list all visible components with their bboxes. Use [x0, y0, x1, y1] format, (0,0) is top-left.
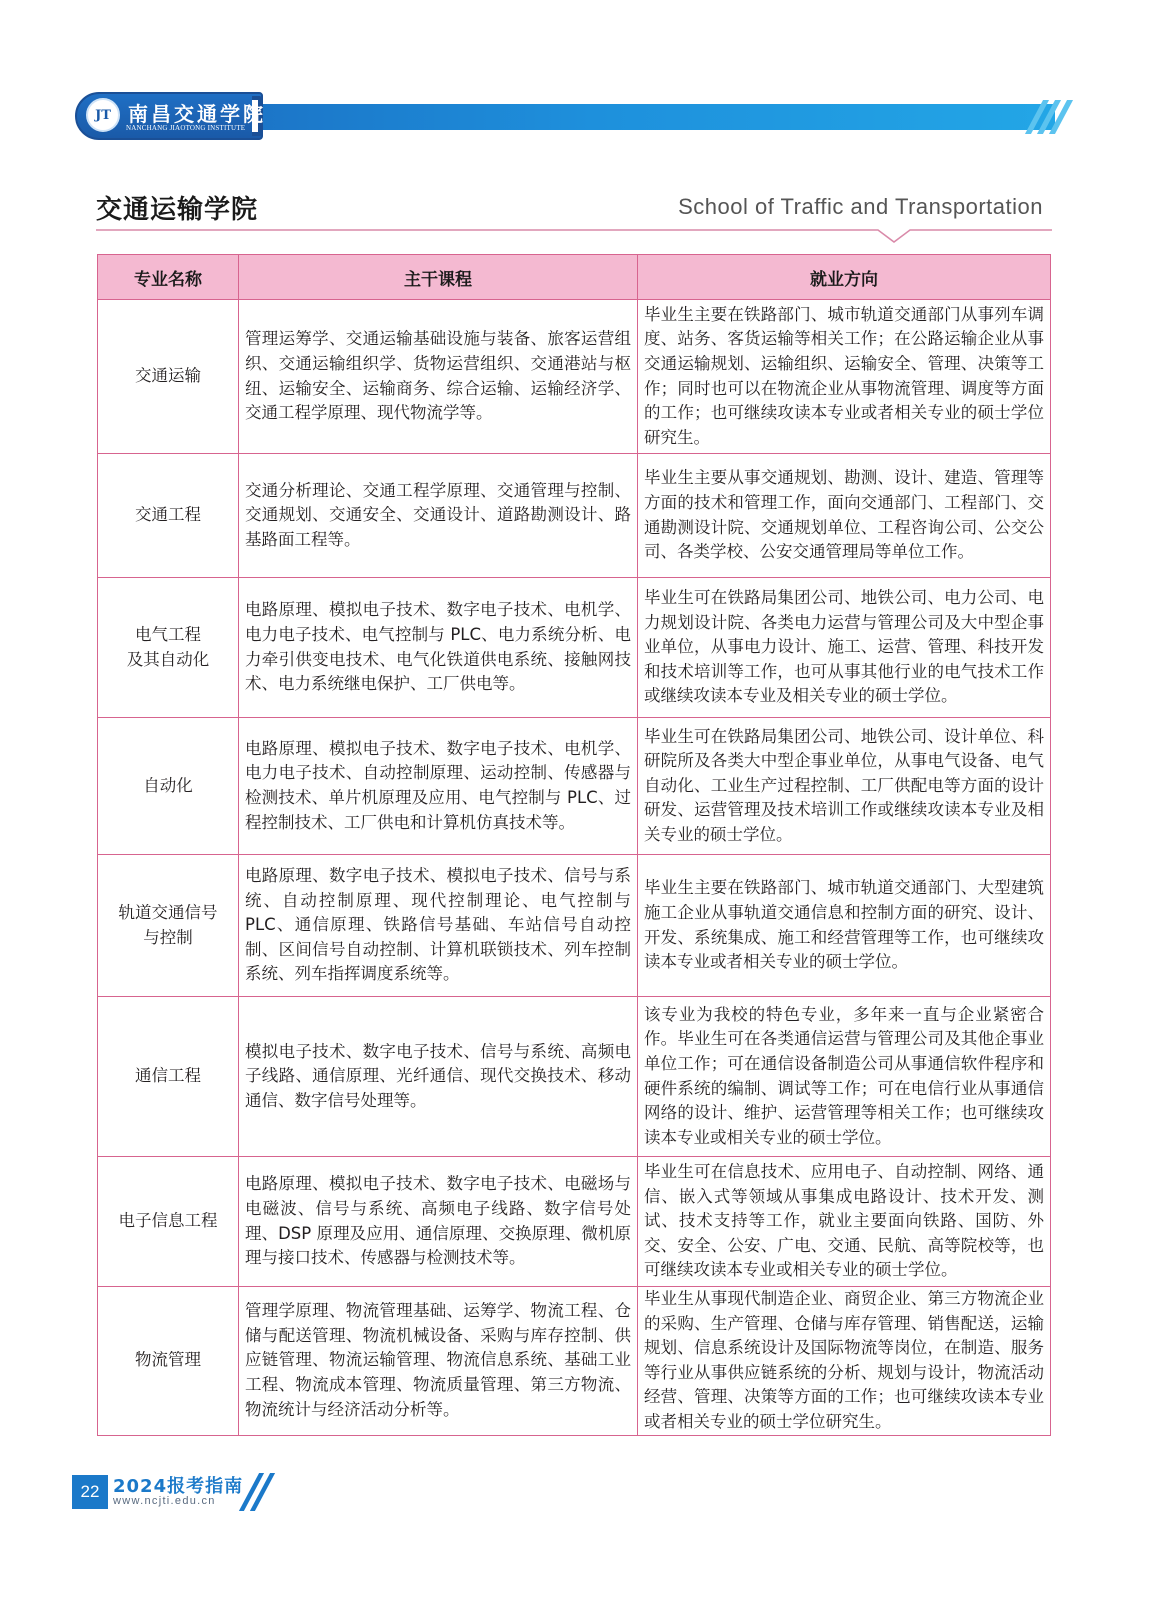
footer-title: 2024报考指南: [113, 1476, 244, 1497]
major-courses: 管理运筹学、交通运输基础设施与装备、旅客运营组织、交通运输组织学、货物运营组织、交通港站与枢纽、运输安全、运输商务、综合运输、运输经济学、交通工程学原理、现代物流学等。: [239, 300, 638, 454]
table-row: [98, 300, 1051, 454]
major-name: 交通运输: [98, 300, 239, 454]
major-careers: 毕业生可在铁路局集团公司、地铁公司、电力公司、电力规划设计院、各类电力运营与管理公司及大中型企事业单位，从事电力设计、施工、运营、管理、科技开发和技术培训等工作，也可从事其他行业的电气技术工作或继续攻读本专业及相关专业的硕士学位。: [638, 578, 1051, 718]
major-careers: 毕业生主要在铁路部门、城市轨道交通部门、大型建筑施工企业从事轨道交通信息和控制方面的研究、设计、开发、系统集成、施工和经营管理等工作，也可继续攻读本专业或者相关专业的硕士学位。: [638, 855, 1051, 997]
majors-table: [97, 254, 1051, 1436]
table-row: [98, 1287, 1051, 1436]
footer-slash-decoration: [243, 1473, 273, 1511]
table-row: [98, 718, 1051, 855]
major-careers: 该专业为我校的特色专业，多年来一直与企业紧密合作。毕业生可在各类通信运营与管理公司及其他企事业单位工作；可在通信设备制造公司从事通信软件程序和硬件系统的编制、调试等工作；可在电信行业从事通信网络的设计、维护、运营管理等相关工作；也可继续攻读本专业或相关专业的硕士学位。: [638, 997, 1051, 1157]
header-careers: 就业方向: [638, 255, 1051, 300]
header-major-name: 专业名称: [98, 255, 239, 300]
major-careers: 毕业生可在信息技术、应用电子、自动控制、网络、通信、嵌入式等领域从事集成电路设计、技术开发、测试、技术支持等工作，就业主要面向铁路、国防、外交、安全、公安、广电、交通、民航、高等院校等，也可继续攻读本专业或相关专业的硕士学位。: [638, 1157, 1051, 1287]
emblem-letters: JT: [95, 107, 111, 123]
major-courses: 电路原理、模拟电子技术、数字电子技术、电机学、电力电子技术、自动控制原理、运动控制、传感器与检测技术、单片机原理及应用、电气控制与 PLC、过程控制技术、工厂供电和计算机仿真技术等。: [239, 718, 638, 855]
header-courses: 主干课程: [239, 255, 638, 300]
section-title-cn: 交通运输学院: [96, 195, 259, 225]
major-name: 自动化: [98, 718, 239, 855]
major-courses: 模拟电子技术、数字电子技术、信号与系统、高频电子线路、通信原理、光纤通信、现代交换技术、移动通信、数字信号处理等。: [239, 997, 638, 1157]
school-emblem-icon: [86, 98, 120, 132]
table-row: [98, 1157, 1051, 1287]
footer-url: www.ncjti.edu.cn: [113, 1495, 216, 1507]
section-title-en: School of Traffic and Transportation: [678, 194, 1043, 219]
major-courses: 电路原理、数字电子技术、模拟电子技术、信号与系统、自动控制原理、现代控制理论、电气控制与 PLC、通信原理、铁路信号基础、车站信号自动控制、区间信号自动控制、计算机联锁技术、列车控制系统、列车指挥调度系统等。: [239, 855, 638, 997]
major-careers: 毕业生从事现代制造企业、商贸企业、第三方物流企业的采购、生产管理、仓储与库存管理、销售配送，运输规划、信息系统设计及国际物流等岗位，在制造、服务等行业从事供应链系统的分析、规划与设计，物流活动经营、管理、决策等方面的工作；也可继续攻读本专业或者相关专业的硕士学位研究生。: [638, 1287, 1051, 1436]
major-name: 电子信息工程: [98, 1157, 239, 1287]
table-row: [98, 855, 1051, 997]
page-number: 22: [72, 1475, 108, 1509]
section-divider: [96, 228, 1052, 248]
major-courses: 电路原理、模拟电子技术、数字电子技术、电机学、电力电子技术、电气控制与 PLC、电力系统分析、电力牵引供变电技术、电气化铁道供电系统、接触网技术、电力系统继电保护、工厂供电等。: [239, 578, 638, 718]
header-stripes: [1028, 100, 1084, 134]
major-courses: 管理学原理、物流管理基础、运筹学、物流工程、仓储与配送管理、物流机械设备、采购与库存控制、供应链管理、物流运输管理、物流信息系统、基础工业工程、物流成本管理、物流质量管理、第三方物流、物流统计与经济活动分析等。: [239, 1287, 638, 1436]
major-courses: 交通分析理论、交通工程学原理、交通管理与控制、交通规划、交通安全、交通设计、道路勘测设计、路基路面工程等。: [239, 454, 638, 578]
major-name: 通信工程: [98, 997, 239, 1157]
major-careers: 毕业生主要从事交通规划、勘测、设计、建造、管理等方面的技术和管理工作，面向交通部门、工程部门、交通勘测设计院、交通规划单位、工程咨询公司、公交公司、各类学校、公安交通管理局等单位工作。: [638, 454, 1051, 578]
major-name: 电气工程 及其自动化: [98, 578, 239, 718]
major-name: 轨道交通信号 与控制: [98, 855, 239, 997]
school-name-cn: 南昌交通学院: [128, 102, 266, 126]
major-careers: 毕业生主要在铁路部门、城市轨道交通部门从事列车调度、站务、客货运输等相关工作；在公路运输企业从事交通运输规划、运输组织、运输安全、管理、决策等工作；同时也可以在物流企业从事物流管理、调度等方面的工作；也可继续攻读本专业或者相关专业的硕士学位研究生。: [638, 300, 1051, 454]
table-header-row: [98, 255, 1051, 300]
table-row: [98, 997, 1051, 1157]
table-row: [98, 578, 1051, 718]
major-careers: 毕业生可在铁路局集团公司、地铁公司、设计单位、科研院所及各类大中型企事业单位，从事电气设备、电气自动化、工业生产过程控制、工厂供配电等方面的设计研发、运营管理及技术培训工作或继续攻读本专业及相关专业的硕士学位。: [638, 718, 1051, 855]
major-name: 交通工程: [98, 454, 239, 578]
table-row: [98, 454, 1051, 578]
school-name-en: NANCHANG JIAOTONG INSTITUTE: [126, 124, 246, 132]
major-courses: 电路原理、模拟电子技术、数字电子技术、电磁场与电磁波、信号与系统、高频电子线路、数字信号处理、DSP 原理及应用、通信原理、交换原理、微机原理与接口技术、传感器与检测技术等。: [239, 1157, 638, 1287]
major-name: 物流管理: [98, 1287, 239, 1436]
header-band: [215, 104, 1055, 130]
